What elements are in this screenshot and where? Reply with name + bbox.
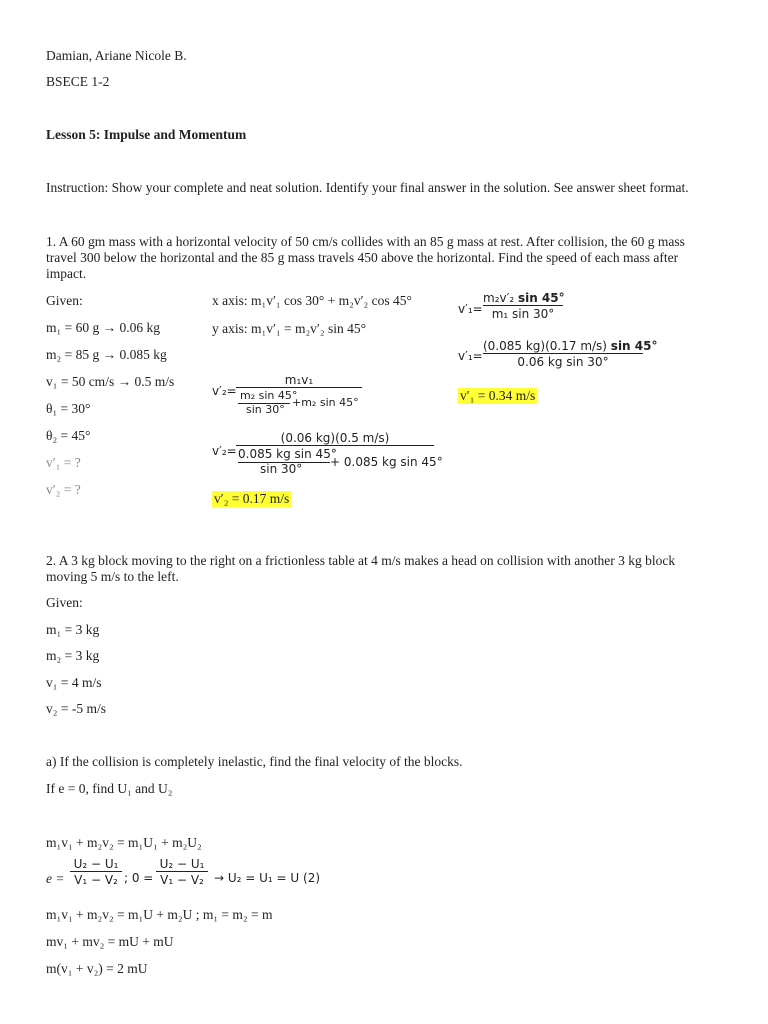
given-item: m₁ = 3 kg bbox=[46, 622, 100, 637]
given-item: m₂ = 3 kg bbox=[46, 648, 100, 663]
given-item: m₂ = 85 g → 0.085 kg bbox=[46, 347, 167, 362]
given-item: θ₁ = 30° bbox=[46, 401, 91, 416]
derivation-line: m₁v₁ + m₂v₂ = m₁U + m₂U ; m₁ = m₂ = m bbox=[46, 907, 273, 922]
sub-term: + 0.085 kg sin 45° bbox=[330, 455, 443, 469]
momentum-equation: m₁v₁ + m₂v₂ = m₁U₁ + m₂U₂ bbox=[46, 835, 202, 850]
fraction-numerator: U₂ − U₁ bbox=[159, 857, 205, 871]
e-lhs: e = bbox=[46, 871, 65, 886]
equation-lhs: v′₁= bbox=[458, 349, 483, 363]
sub-numerator: m₂ sin 45° bbox=[240, 389, 298, 402]
fraction-numerator: (0.085 kg)(0.17 m/s) sin 45° bbox=[483, 339, 658, 353]
sub-term: +m₂ sin 45° bbox=[292, 396, 359, 409]
equation-fraction bbox=[236, 374, 362, 416]
if-e-statement: If e = 0, find U₁ and U₂ bbox=[46, 781, 173, 796]
part-a-question: a) If the collision is completely inelastic, find the final velocity of the blocks. bbox=[46, 754, 463, 769]
given-item: θ₂ = 45° bbox=[46, 428, 91, 443]
equation-fraction bbox=[236, 431, 443, 476]
equation-lhs: v′₁= bbox=[458, 302, 483, 316]
given-item: v′₁ = ? bbox=[46, 455, 81, 470]
fraction-denominator: V₁ − V₂ bbox=[160, 873, 204, 887]
e-fraction bbox=[156, 858, 208, 886]
problem-1-statement: 1. A 60 gm mass with a horizontal velocity of 50 cm/s collides with an 85 g mass at rest. After collision, the 60 g mass travel 300 below the horizontal and the 85 g mass travels 450 above the horizontal. Find the speed of each mass after impact. bbox=[46, 234, 685, 281]
equation-lhs: v′₂= bbox=[212, 384, 237, 398]
derivation-line: m(v₁ + v₂) = 2 mU bbox=[46, 961, 148, 976]
answer-v1-highlight: v′₁ = 0.34 m/s bbox=[460, 388, 536, 403]
given-item: v₁ = 50 cm/s → 0.5 m/s bbox=[46, 374, 175, 389]
equation-fraction bbox=[483, 292, 563, 320]
given-item: m₁ = 60 g → 0.06 kg bbox=[46, 320, 160, 335]
y-axis-equation: y axis: m₁v′₁ = m₂v′₂ sin 45° bbox=[212, 321, 366, 336]
given-label: Given: bbox=[46, 293, 83, 308]
given-label: Given: bbox=[46, 595, 83, 610]
fraction-denominator: V₁ − V₂ bbox=[74, 873, 118, 887]
equation-lhs: v′₂= bbox=[212, 444, 237, 458]
fraction-denominator: 0.06 kg sin 30° bbox=[517, 355, 609, 369]
answer-v2-highlight: v′₂ = 0.17 m/s bbox=[214, 491, 290, 506]
sub-denominator: sin 30° bbox=[260, 462, 303, 476]
student-section: BSECE 1-2 bbox=[46, 74, 110, 89]
derivation-line: mv₁ + mv₂ = mU + mU bbox=[46, 934, 174, 949]
sub-numerator: 0.085 kg sin 45° bbox=[238, 447, 337, 461]
x-axis-equation: x axis: m₁v′₁ cos 30° + m₂v′₂ cos 45° bbox=[212, 293, 412, 308]
e-middle: ; 0 = bbox=[124, 871, 154, 885]
equation-fraction bbox=[483, 339, 658, 369]
fraction-numerator: (0.06 kg)(0.5 m/s) bbox=[280, 431, 390, 445]
fraction-numerator: m₂v′₂ sin 45° bbox=[483, 291, 565, 305]
fraction-numerator: m₁v₁ bbox=[284, 373, 314, 387]
instruction-text: Instruction: Show your complete and neat solution. Identify your final answer in the solution. See answer sheet format. bbox=[46, 180, 689, 195]
student-name: Damian, Ariane Nicole B. bbox=[46, 48, 187, 63]
given-item: v′₂ = ? bbox=[46, 482, 81, 497]
fraction-denominator: m₁ sin 30° bbox=[491, 307, 555, 321]
fraction-numerator: U₂ − U₁ bbox=[73, 857, 119, 871]
given-item: v₂ = -5 m/s bbox=[46, 701, 106, 716]
e-fraction bbox=[70, 858, 122, 886]
given-item: v₁ = 4 m/s bbox=[46, 675, 102, 690]
lesson-title: Lesson 5: Impulse and Momentum bbox=[46, 127, 247, 142]
e-result: → U₂ = U₁ = U (2) bbox=[214, 871, 321, 885]
problem-2-statement: 2. A 3 kg block moving to the right on a frictionless table at 4 m/s makes a head on collision with another 3 kg block moving 5 m/s to the left. bbox=[46, 553, 676, 584]
sub-denominator: sin 30° bbox=[246, 403, 285, 416]
